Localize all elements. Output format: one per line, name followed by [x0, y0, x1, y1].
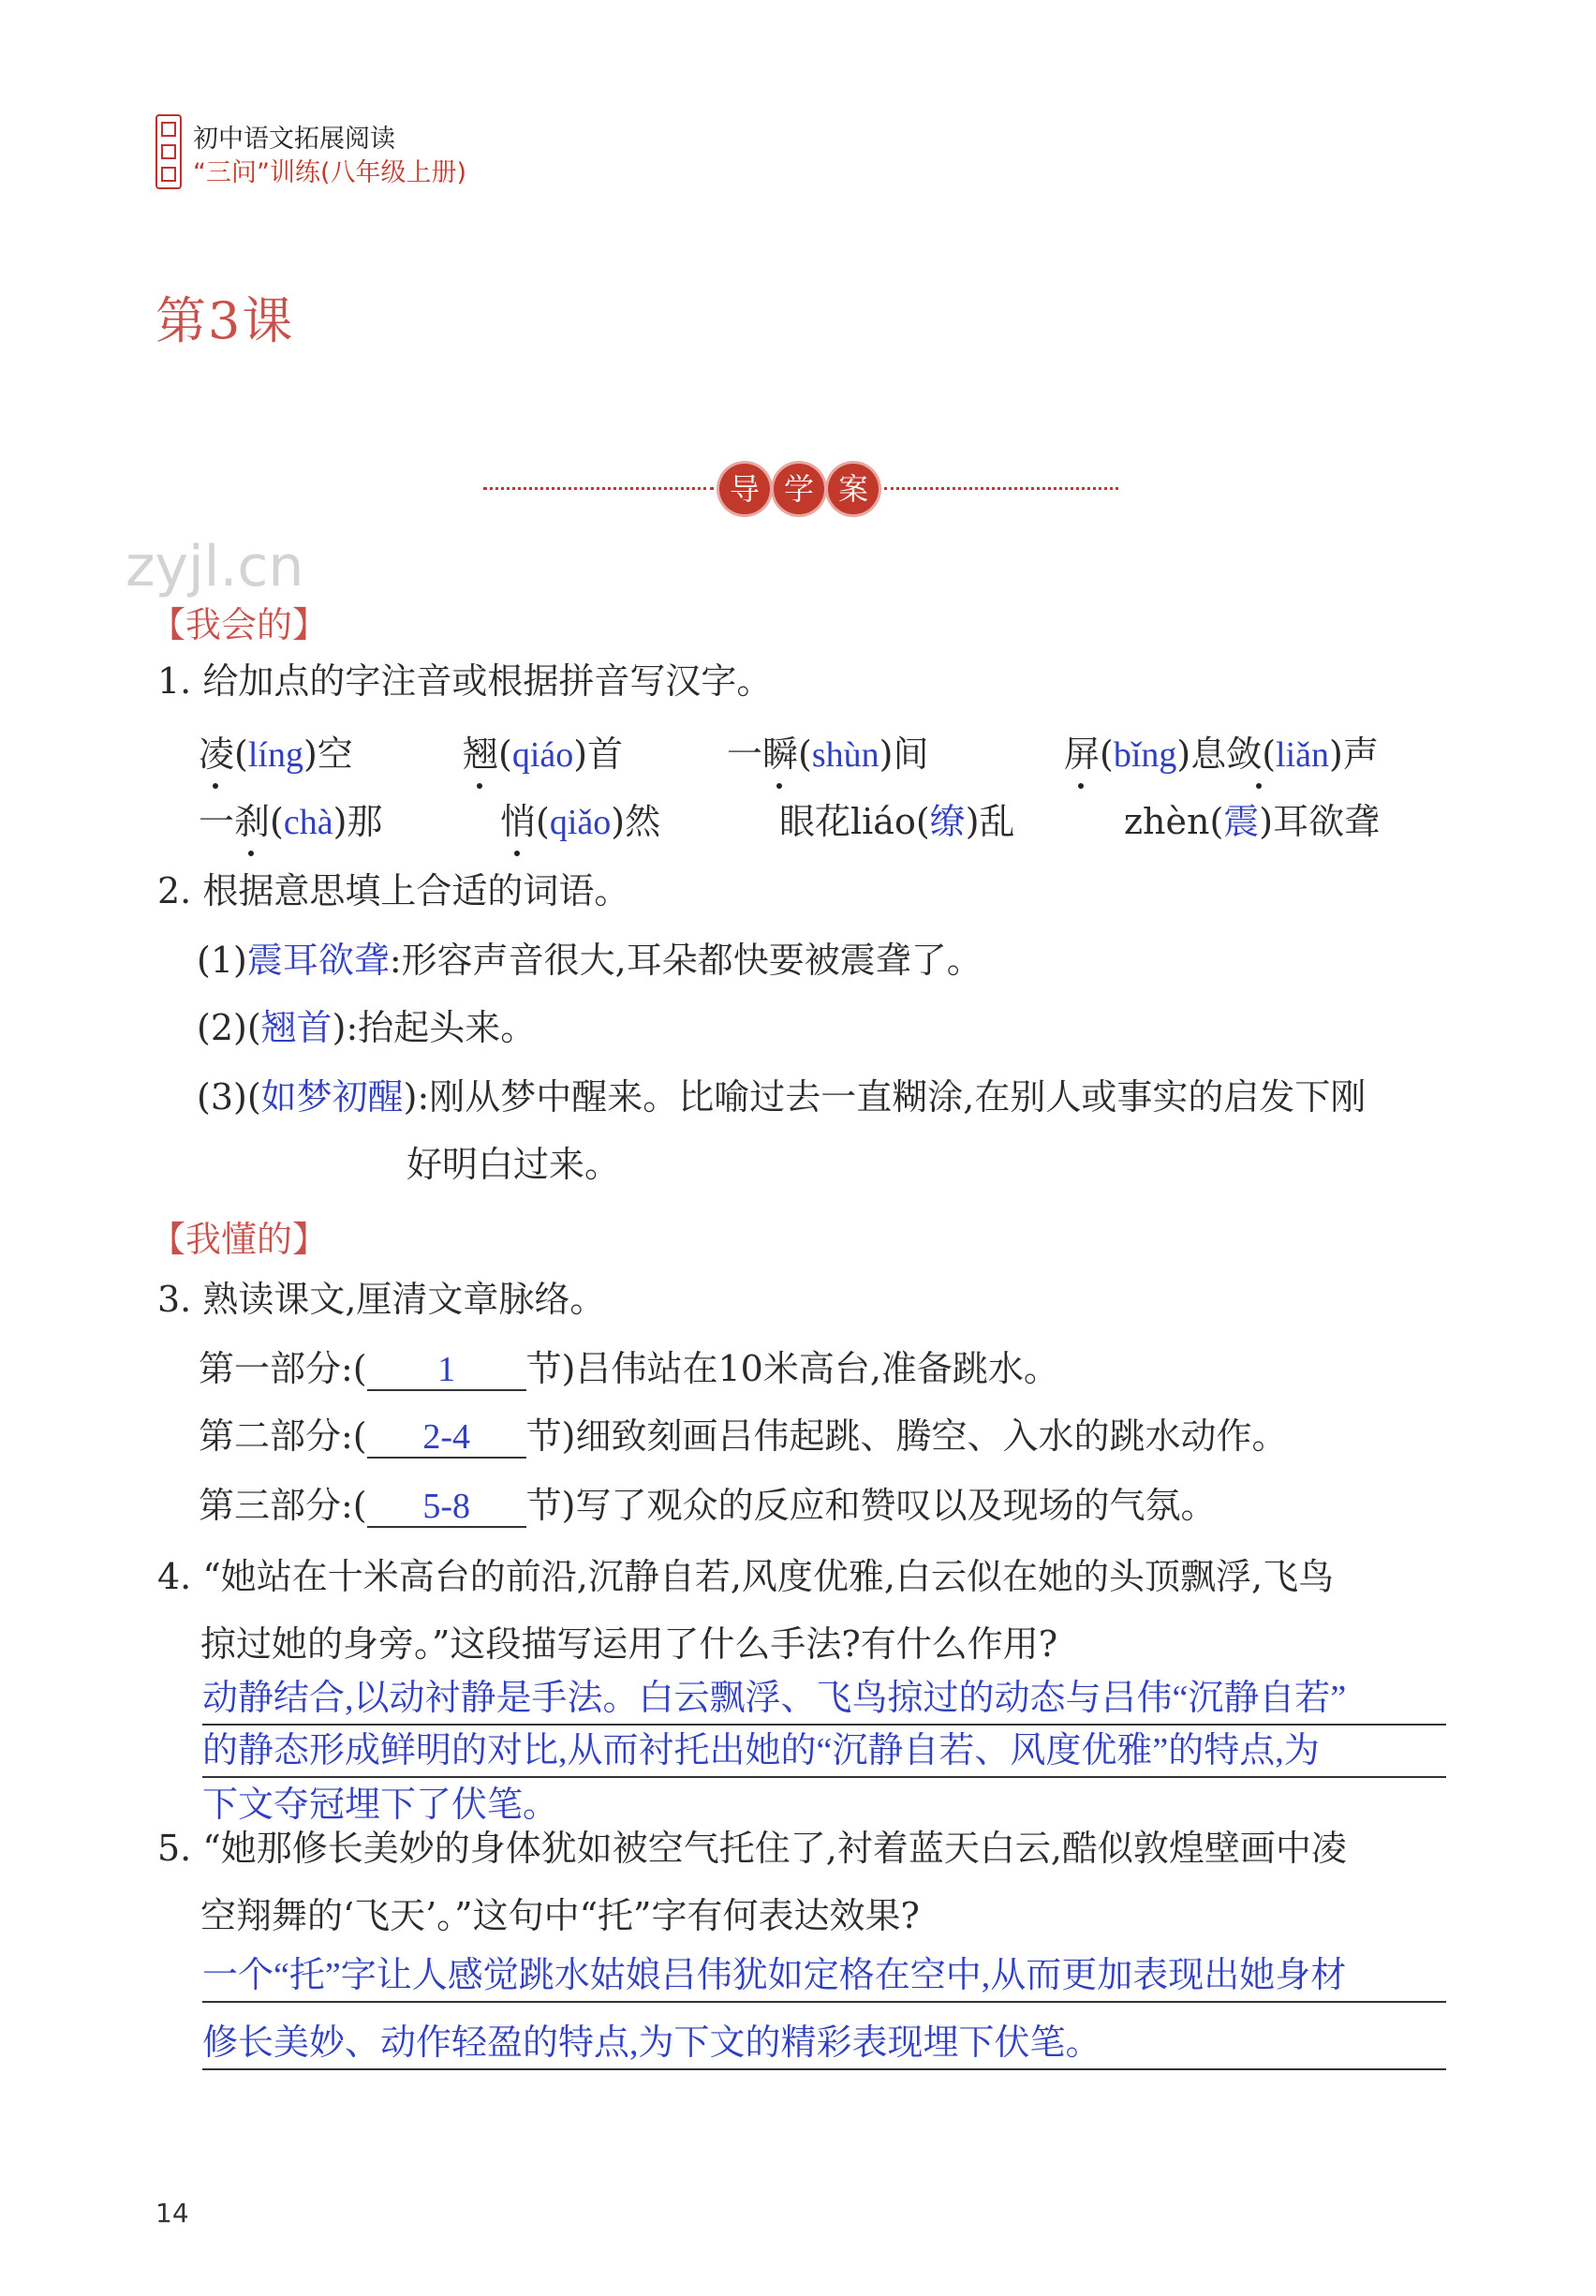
q2-item-3: (3)(如梦初醒):刚从梦中醒来。比喻过去一直糊涂,在别人或事实的启发下刚 — [197, 1076, 1367, 1118]
book-title: “三问”训练(八年级上册) — [193, 158, 467, 187]
q2-prompt: 2. 根据意思填上合适的词语。 — [157, 870, 630, 911]
q3-part-1: 第一部分:( 1 节)吕伟站在10米高台,准备跳水。 — [199, 1348, 1059, 1389]
emphasis-dot — [776, 783, 782, 789]
q1-item: 一瞬(shùn)间 — [727, 733, 929, 775]
q5-prompt-line-1: 5. “她那修长美妙的身体犹如被空气托住了,衬着蓝天白云,酷似敦煌壁画中凌 — [157, 1828, 1347, 1869]
q1-item: 眼花liáo(缭)乱 — [779, 801, 1015, 842]
q4-answer-line-1: 动静结合,以动衬静是手法。白云飘浮、飞鸟掠过的动态与吕伟“沉静自若” — [202, 1679, 1347, 1718]
banner-dots-right — [884, 487, 1118, 490]
section-heading-1: 【我会的】 — [150, 604, 329, 645]
q2-item-1: (1)震耳欲聋:形容声音很大,耳朵都快要被震聋了。 — [197, 940, 983, 981]
series-logo — [155, 114, 182, 189]
emphasis-dot — [248, 851, 254, 856]
emphasis-dot — [213, 783, 218, 789]
q3-prompt: 3. 熟读课文,厘清文章脉络。 — [157, 1279, 606, 1320]
q4-answer-line-3: 下文夺冠埋下了伏笔。 — [202, 1785, 559, 1825]
emphasis-dot — [514, 851, 520, 856]
q1-item: 凌(líng)空 — [199, 733, 353, 775]
answer-rule — [202, 2001, 1446, 2003]
watermark: zyjl.cn — [126, 534, 304, 600]
answer-rule — [202, 1776, 1446, 1778]
q5-prompt-line-2: 空翔舞的‘飞天’。”这句中“托”字有何表达效果? — [200, 1895, 920, 1936]
banner-badge-3: 案 — [828, 464, 879, 514]
q2-item-3-cont: 好明白过来。 — [406, 1144, 621, 1185]
q1-item: 屏(bǐng)息敛(liǎn)声 — [1064, 733, 1379, 775]
q4-prompt-line-1: 4. “她站在十米高台的前沿,沉静自若,风度优雅,白云似在她的头顶飘浮,飞鸟 — [157, 1556, 1335, 1597]
emphasis-dot — [1256, 783, 1262, 789]
q3-part-3: 第三部分:( 5-8 节)写了观众的反应和赞叹以及现场的气氛。 — [199, 1485, 1217, 1526]
q2-item-2: (2)(翘首):抬起头来。 — [197, 1007, 537, 1048]
banner-badge-2: 学 — [774, 464, 824, 514]
q3-part-2: 第二部分:( 2-4 节)细致刻画吕伟起跳、腾空、入水的跳水动作。 — [199, 1415, 1288, 1457]
q1-item: 一刹(chà)那 — [199, 801, 383, 842]
answer-rule — [202, 1724, 1446, 1726]
q4-prompt-line-2: 掠过她的身旁。”这段描写运用了什么手法?有什么作用? — [200, 1623, 1058, 1665]
page-number: 14 — [155, 2198, 189, 2229]
q1-prompt: 1. 给加点的字注音或根据拼音写汉字。 — [157, 660, 773, 702]
q1-item: 翘(qiáo)首 — [463, 733, 624, 775]
emphasis-dot — [1078, 783, 1084, 789]
emphasis-dot — [477, 783, 482, 789]
q5-answer-line-1: 一个“托”字让人感觉跳水姑娘吕伟犹如定格在空中,从而更加表现出她身材 — [202, 1956, 1347, 1995]
series-title: 初中语文拓展阅读 — [193, 125, 395, 154]
section-heading-2: 【我懂的】 — [150, 1219, 329, 1260]
q5-answer-line-2: 修长美妙、动作轻盈的特点,为下文的精彩表现埋下伏笔。 — [202, 2023, 1101, 2063]
banner-dots-left — [483, 487, 714, 490]
answer-rule — [202, 2068, 1446, 2070]
banner-badge-1: 导 — [719, 464, 770, 514]
q1-item: zhèn(震)耳欲聋 — [1124, 801, 1381, 842]
lesson-title: 第3课 — [155, 291, 295, 350]
q4-answer-line-2: 的静态形成鲜明的对比,从而衬托出她的“沉静自若、风度优雅”的特点,为 — [202, 1731, 1320, 1770]
q1-item: 悄(qiǎo)然 — [500, 801, 661, 842]
